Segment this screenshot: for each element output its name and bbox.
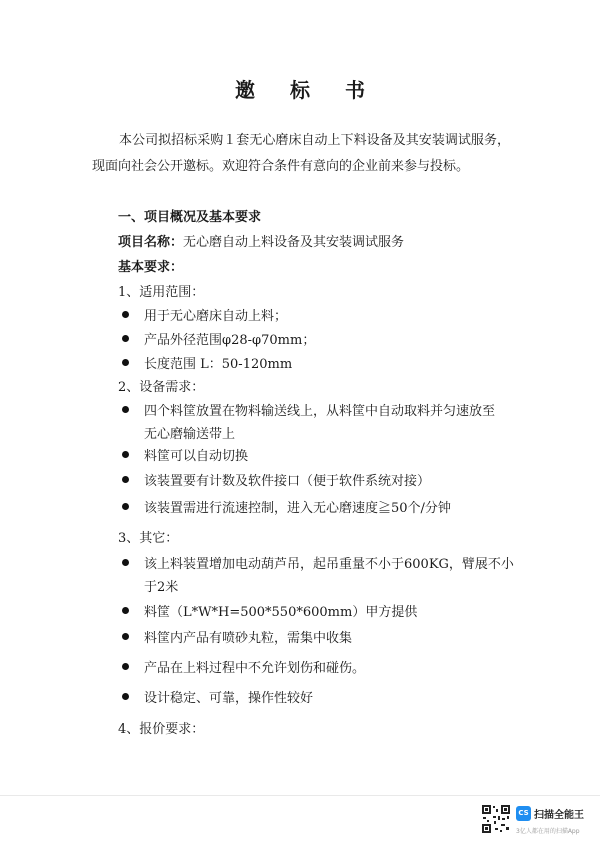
list-item: 四个料筐放置在物料输送线上，从料筐中自动取料并匀速放至: [144, 404, 496, 419]
intro-paragraph: 本公司拟招标采购１套无心磨床自动上下料设备及其安装调试服务，现面向社会公开邀标。欢迎符合条件有意向的企业前来参与投标。: [92, 133, 510, 174]
bullet-icon: [122, 476, 129, 483]
other-heading: 3、其它：: [118, 531, 179, 546]
list-item: 产品在上料过程中不允许划伤和碰伤。: [144, 661, 366, 676]
bullet-icon: [122, 607, 129, 614]
scope-heading: 1、适用范围：: [118, 285, 205, 300]
bullet-icon: [122, 693, 129, 700]
bullet-icon: [122, 559, 129, 566]
bullet-icon: [122, 335, 129, 342]
list-item: 料筐内产品有喷砂丸粒，需集中收集: [144, 631, 353, 646]
list-item: 料筐（L*W*H=500*550*600mm）甲方提供: [144, 605, 418, 620]
scanner-brand-name: 扫描全能王: [534, 810, 584, 821]
qr-code-icon: [481, 804, 511, 834]
footer-divider: [0, 795, 600, 796]
list-item-continued: 无心磨输送带上: [144, 427, 236, 442]
equipment-heading: 2、设备需求：: [118, 380, 205, 395]
list-item-continued: 于2米: [144, 580, 179, 595]
project-name-value: 无心磨自动上料设备及其安装调试服务: [183, 235, 405, 250]
bullet-icon: [122, 359, 129, 366]
project-name-label: 项目名称：: [118, 235, 184, 250]
list-item: 该装置要有计数及软件接口（便于软件系统对接）: [144, 474, 431, 489]
basic-requirements-label: 基本要求：: [118, 260, 184, 275]
list-item: 该上料装置增加电动葫芦吊，起吊重量不小于600KG，臂展不小: [144, 557, 514, 572]
list-item: 设计稳定、可靠，操作性较好: [144, 691, 314, 706]
scanner-tagline: 3亿人都在用的扫描App: [516, 828, 580, 835]
camscanner-logo-icon: CS: [516, 806, 531, 821]
bullet-icon: [122, 451, 129, 458]
section1-heading: 一、项目概况及基本要求: [118, 210, 262, 225]
bullet-icon: [122, 663, 129, 670]
list-item: 长度范围 L：50-120mm: [144, 357, 293, 372]
bullet-icon: [122, 406, 129, 413]
list-item: 产品外径范围φ28-φ70mm；: [144, 333, 316, 348]
project-name-row: [118, 231, 404, 250]
list-item: 用于无心磨床自动上料；: [144, 309, 288, 324]
bullet-icon: [122, 311, 129, 318]
list-item: 该装置需进行流速控制，进入无心磨速度≧50个/分钟: [144, 501, 451, 516]
list-item: 料筐可以自动切换: [144, 449, 249, 464]
bullet-icon: [122, 633, 129, 640]
quote-heading: 4、报价要求：: [118, 722, 205, 737]
document-title: 邀 标 书: [235, 78, 379, 102]
bullet-icon: [122, 503, 129, 510]
